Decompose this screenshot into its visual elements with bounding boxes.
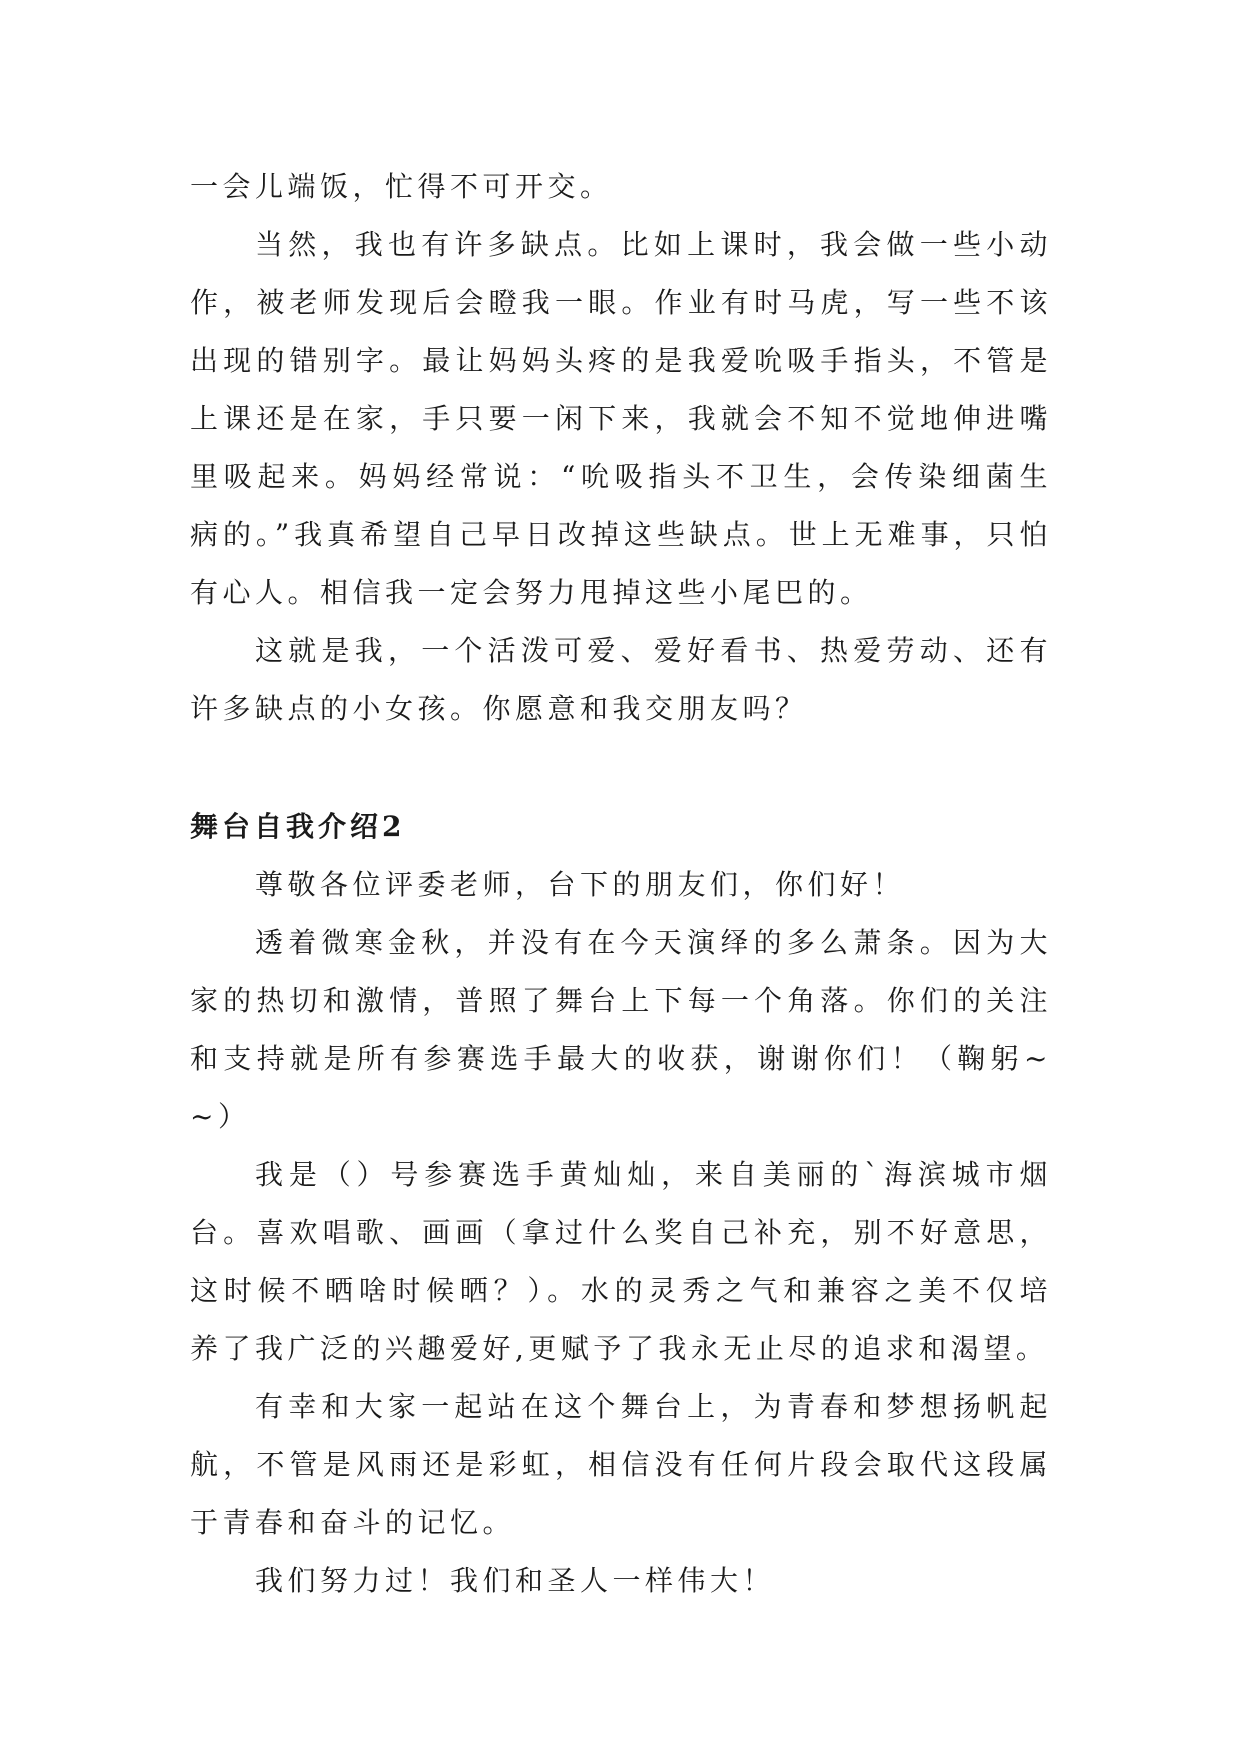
document-page	[190, 158, 1052, 1610]
paragraph-introduction: 我是（）号参赛选手黄灿灿，来自美丽的`海滨城市烟台。喜欢唱歌、画画（拿过什么奖自己补充，别不好意思，这时候不晒啥时候晒？）。水的灵秀之气和兼容之美不仅培养了我广泛的兴趣爱好,更赋予了我永无止尽的追求和渴望。	[190, 1158, 1052, 1365]
paragraph-shortcomings: 当然，我也有许多缺点。比如上课时，我会做一些小动作，被老师发现后会瞪我一眼。作业有时马虎，写一些不该出现的错别字。最让妈妈头疼的是我爱吮吸手指头，不管是上课还是在家，手只要一闲下来，我就会不知不觉地伸进嘴里吸起来。妈妈经常说：“吮吸指头不卫生，会传染细菌生病的。”我真希望自己早日改掉这些缺点。世上无难事，只怕有心人。相信我一定会努力甩掉这些小尾巴的。	[190, 228, 1052, 609]
paragraph-closing: 我们努力过！我们和圣人一样伟大！	[255, 1564, 776, 1597]
paragraph-conclusion: 这就是我，一个活泼可爱、爱好看书、热爱劳动、还有许多缺点的小女孩。你愿意和我交朋友吗？	[190, 634, 1052, 725]
section-title: 舞台自我介绍2	[190, 810, 406, 843]
continued-paragraph: 一会儿端饭，忙得不可开交。	[190, 170, 613, 203]
paragraph-autumn: 透着微寒金秋，并没有在今天演绎的多么萧条。因为大家的热切和激情，普照了舞台上下每一个角落。你们的关注和支持就是所有参赛选手最大的收获，谢谢你们！（鞠躬~~）	[190, 926, 1052, 1133]
paragraph-greeting: 尊敬各位评委老师，台下的朋友们，你们好！	[255, 868, 906, 901]
paragraph-stage: 有幸和大家一起站在这个舞台上，为青春和梦想扬帆起航，不管是风雨还是彩虹，相信没有任何片段会取代这段属于青春和奋斗的记忆。	[190, 1390, 1052, 1539]
